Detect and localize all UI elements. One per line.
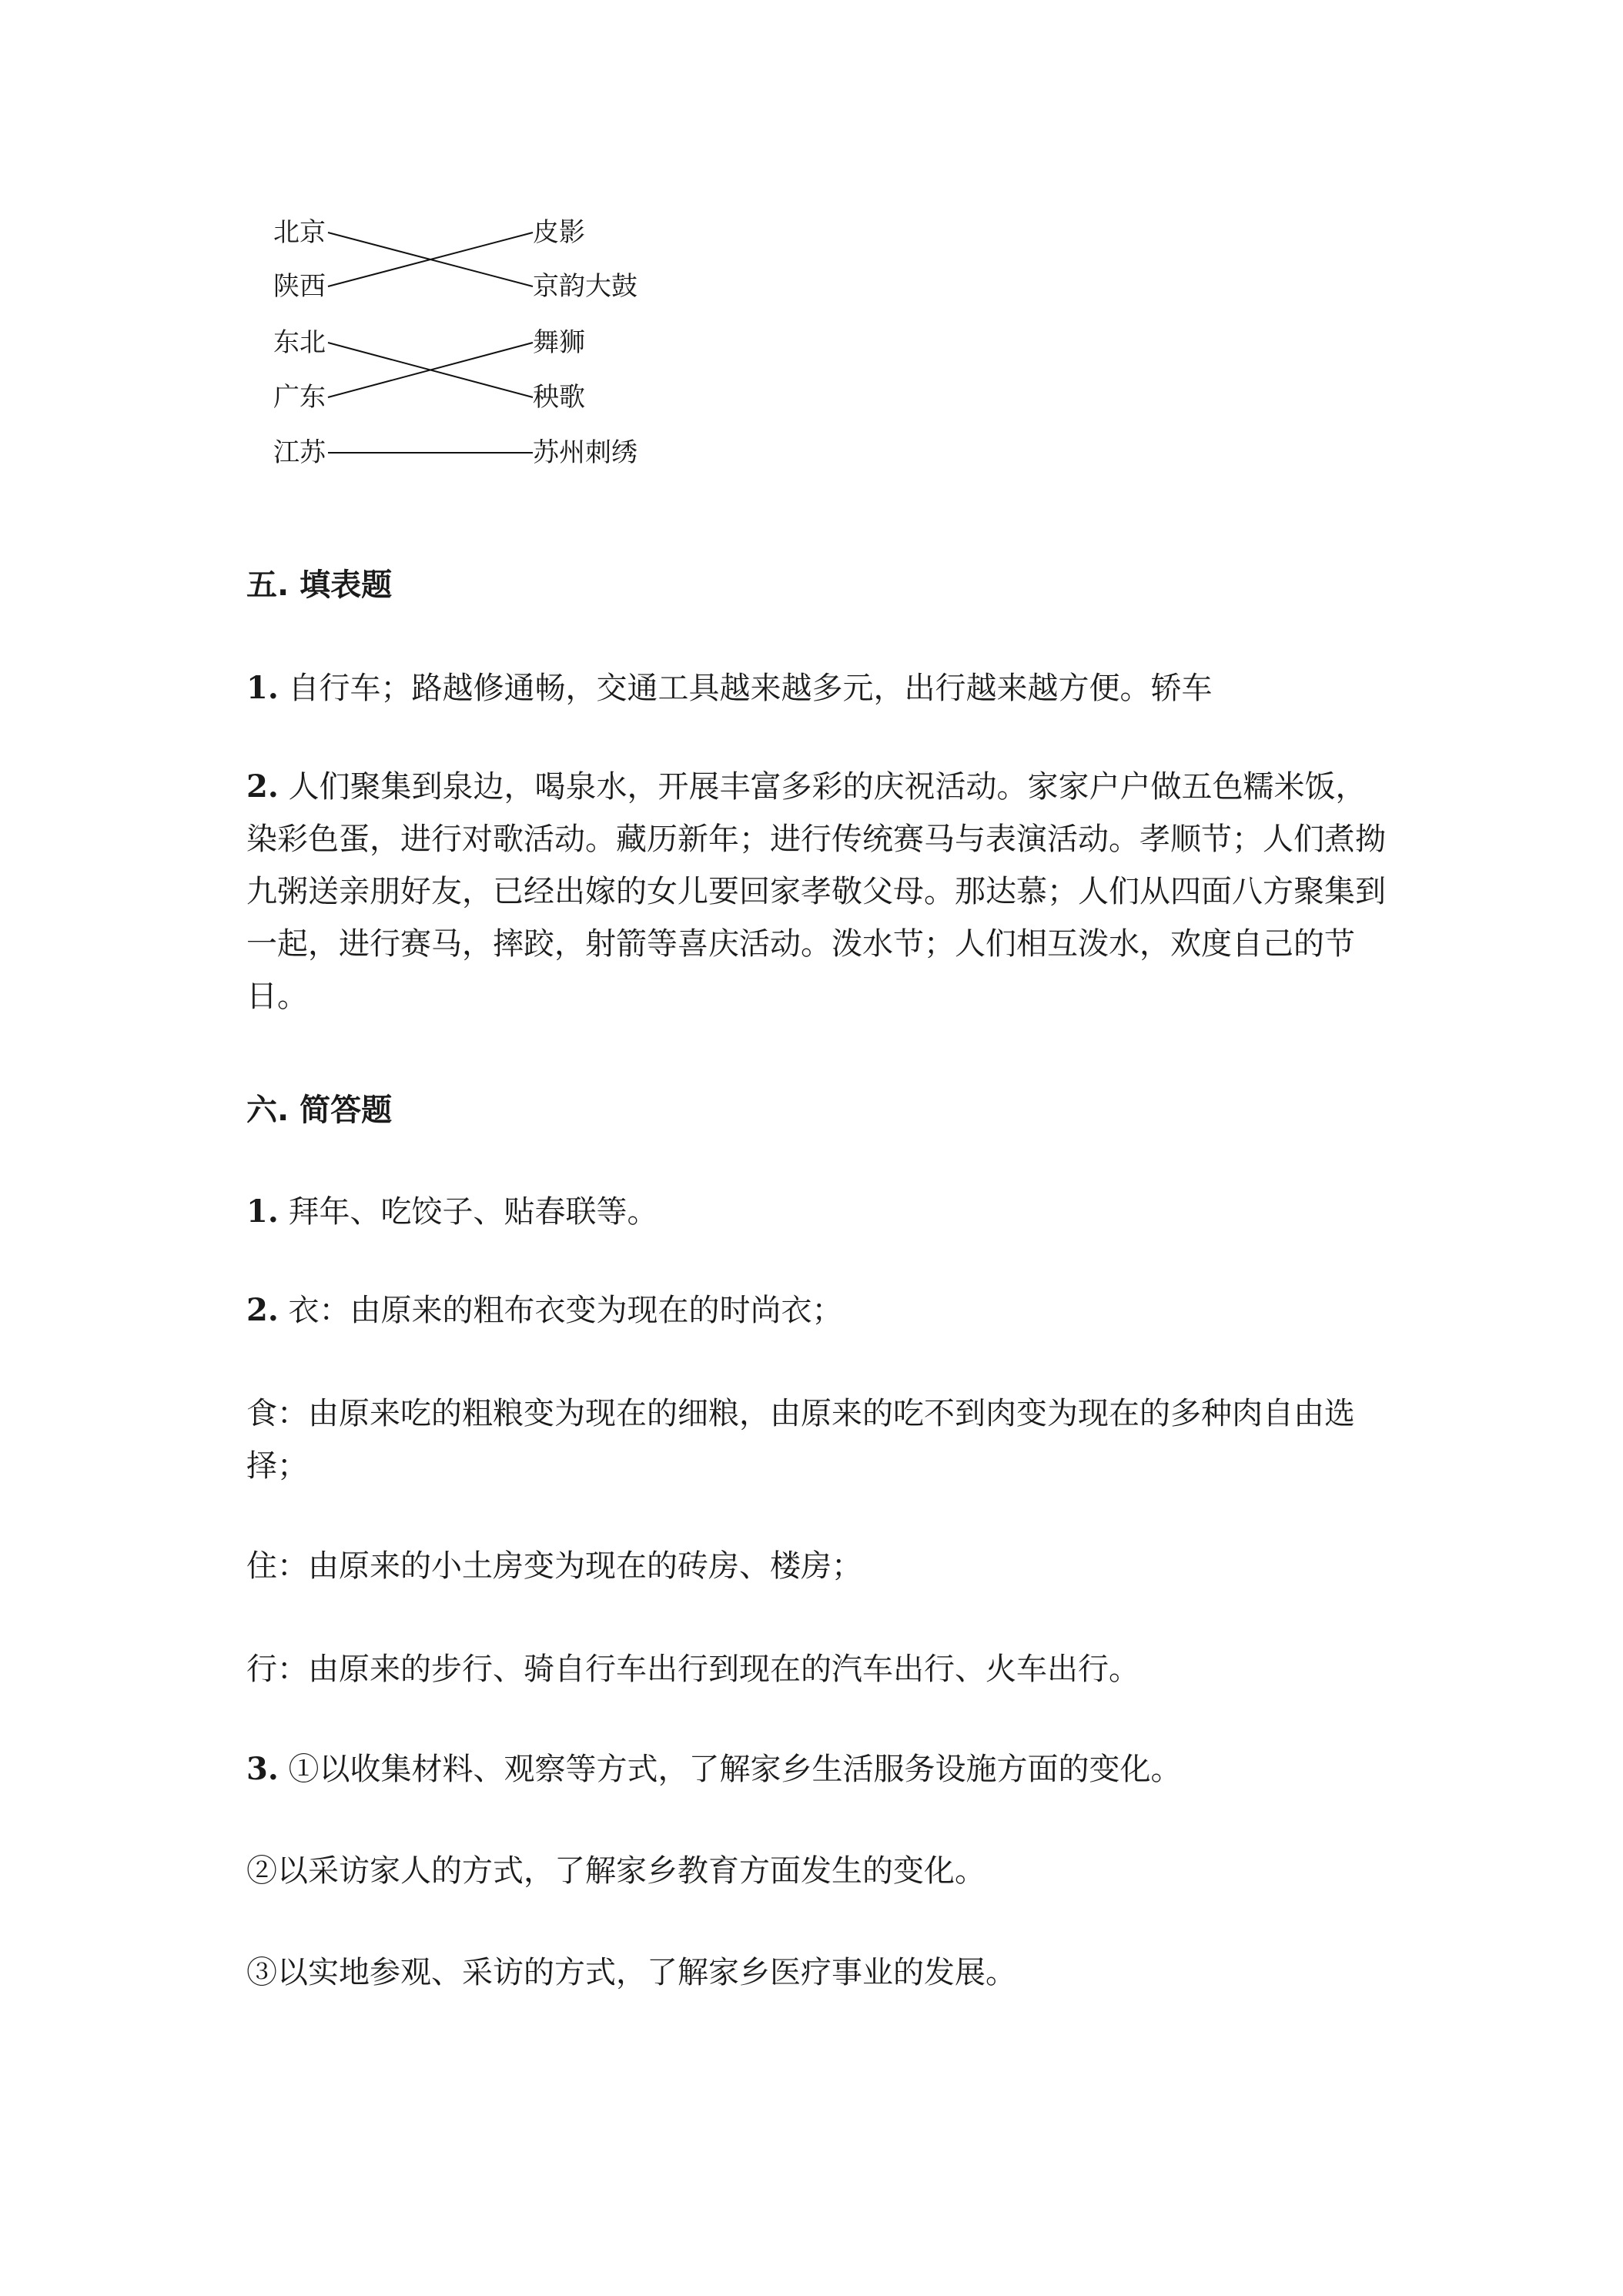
section6-travel: 行：由原来的步行、骑自行车出行到现在的汽车出行、火车出行。	[246, 1652, 1139, 1687]
answer-text: 自行车；路越修通畅，交通工具越来越多元，出行越来越方便。轿车	[288, 671, 1213, 706]
matching-diagram	[262, 208, 662, 477]
section6-item-1	[246, 1186, 1386, 1238]
section6-item-3b: ②以采访家人的方式，了解家乡教育方面发生的变化。	[246, 1853, 986, 1889]
answer-text: ①以收集材料、观察等方式，了解家乡生活服务设施方面的变化。	[288, 1752, 1182, 1787]
match-right-3: 秧歌	[533, 382, 585, 413]
answer-text: 衣：由原来的粗布衣变为现在的时尚衣；	[288, 1293, 843, 1328]
section5-heading: 五. 填表题	[246, 567, 393, 603]
match-left-4: 江苏	[273, 437, 326, 468]
match-left-3: 广东	[273, 382, 326, 413]
match-right-1: 京韵大鼓	[533, 271, 637, 302]
item-number: 3.	[246, 1751, 279, 1787]
section5-item-1	[246, 662, 1386, 715]
item-number: 1.	[246, 1193, 279, 1230]
section6-item-3c: ③以实地参观、采访的方式，了解家乡医疗事业的发展。	[246, 1955, 1016, 1990]
section5-item-2	[246, 761, 1386, 1022]
item-number: 2.	[246, 768, 279, 805]
match-left-2: 东北	[273, 327, 326, 358]
match-left-1: 陕西	[273, 271, 326, 302]
match-right-0: 皮影	[533, 217, 585, 248]
match-left-0: 北京	[273, 217, 326, 248]
section6-heading: 六. 简答题	[246, 1093, 393, 1128]
section6-food: 食：由原来吃的粗粮变为现在的细粮，由原来的吃不到肉变为现在的多种肉自由选择；	[246, 1396, 1355, 1484]
section6-housing: 住：由原来的小土房变为现在的砖房、楼房；	[246, 1548, 862, 1584]
section6-item-3	[246, 1743, 1386, 1796]
item-number: 1.	[246, 670, 279, 706]
item-number: 2.	[246, 1292, 279, 1328]
match-right-2: 舞狮	[533, 327, 585, 358]
section6-item-2	[246, 1284, 1386, 1337]
answer-text: 拜年、吃饺子、贴春联等。	[288, 1194, 658, 1230]
match-right-4: 苏州刺绣	[533, 437, 637, 468]
answer-text: 人们聚集到泉边，喝泉水，开展丰富多彩的庆祝活动。家家户户做五色糯米饭，染彩色蛋，进行对歌活动。藏历新年；进行传统赛马与表演活动。孝顺节；人们煮拗九粥送亲朋好友，已经出嫁的女儿要回家孝敬父母。那达慕；人们从四面八方聚集到一起，进行赛马，摔跤，射箭等喜庆活动。泼水节；人们相互泼水，欢度自己的节日。	[246, 769, 1386, 1014]
